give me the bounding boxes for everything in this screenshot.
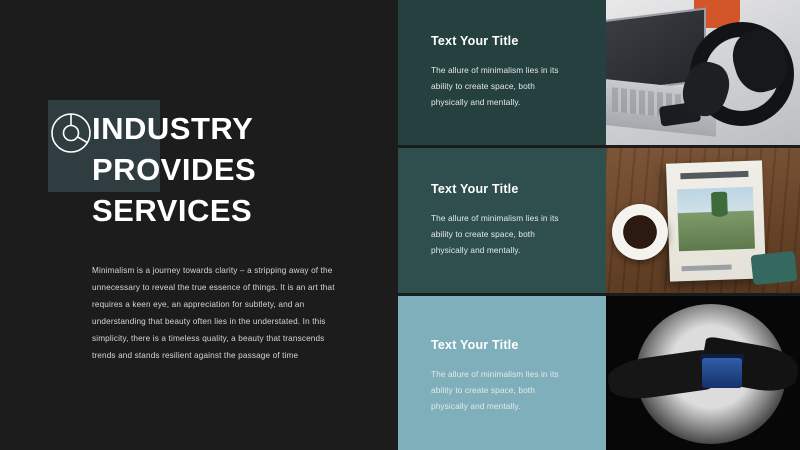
card-title: Text Your Title — [431, 34, 519, 48]
card-text-2 — [398, 148, 606, 293]
card-title: Text Your Title — [431, 338, 519, 352]
title-line-3: SERVICES — [92, 193, 253, 228]
body-paragraph: Minimalism is a journey towards clarity – a stripping away of the unnecessary to reveal the true essence of things. It is an art that requires a keen eye, an appreciation for subtlety, and an understanding that beauty often lies in the understated. In this simplicity, there is a timeless quality, a beauty that transcends trends and stands resilient against the passage of time — [92, 266, 335, 360]
laptop-headphones-desk-photo — [606, 0, 800, 145]
card-body: The allure of minimalism lies in its ability to create space, both physically and mentally. — [431, 369, 559, 411]
content-grid — [398, 0, 800, 450]
card-body: The allure of minimalism lies in its ability to create space, both physically and mentally. — [431, 213, 559, 255]
left-panel — [0, 0, 396, 450]
circle-monogram-icon — [50, 112, 92, 154]
hands-holding-jar-spotlight-photo — [606, 296, 800, 450]
card-text-3 — [398, 296, 606, 450]
card-body: The allure of minimalism lies in its ability to create space, both physically and mentally. — [431, 65, 559, 107]
content-row — [398, 296, 800, 450]
content-row — [398, 148, 800, 293]
card-text-1 — [398, 0, 606, 145]
title-line-1: INDUSTRY — [92, 111, 254, 146]
content-row — [398, 0, 800, 145]
title-line-2: PROVIDES — [92, 152, 257, 187]
page-title — [92, 108, 382, 231]
card-title: Text Your Title — [431, 182, 519, 196]
coffee-book-wooden-table-photo — [606, 148, 800, 293]
